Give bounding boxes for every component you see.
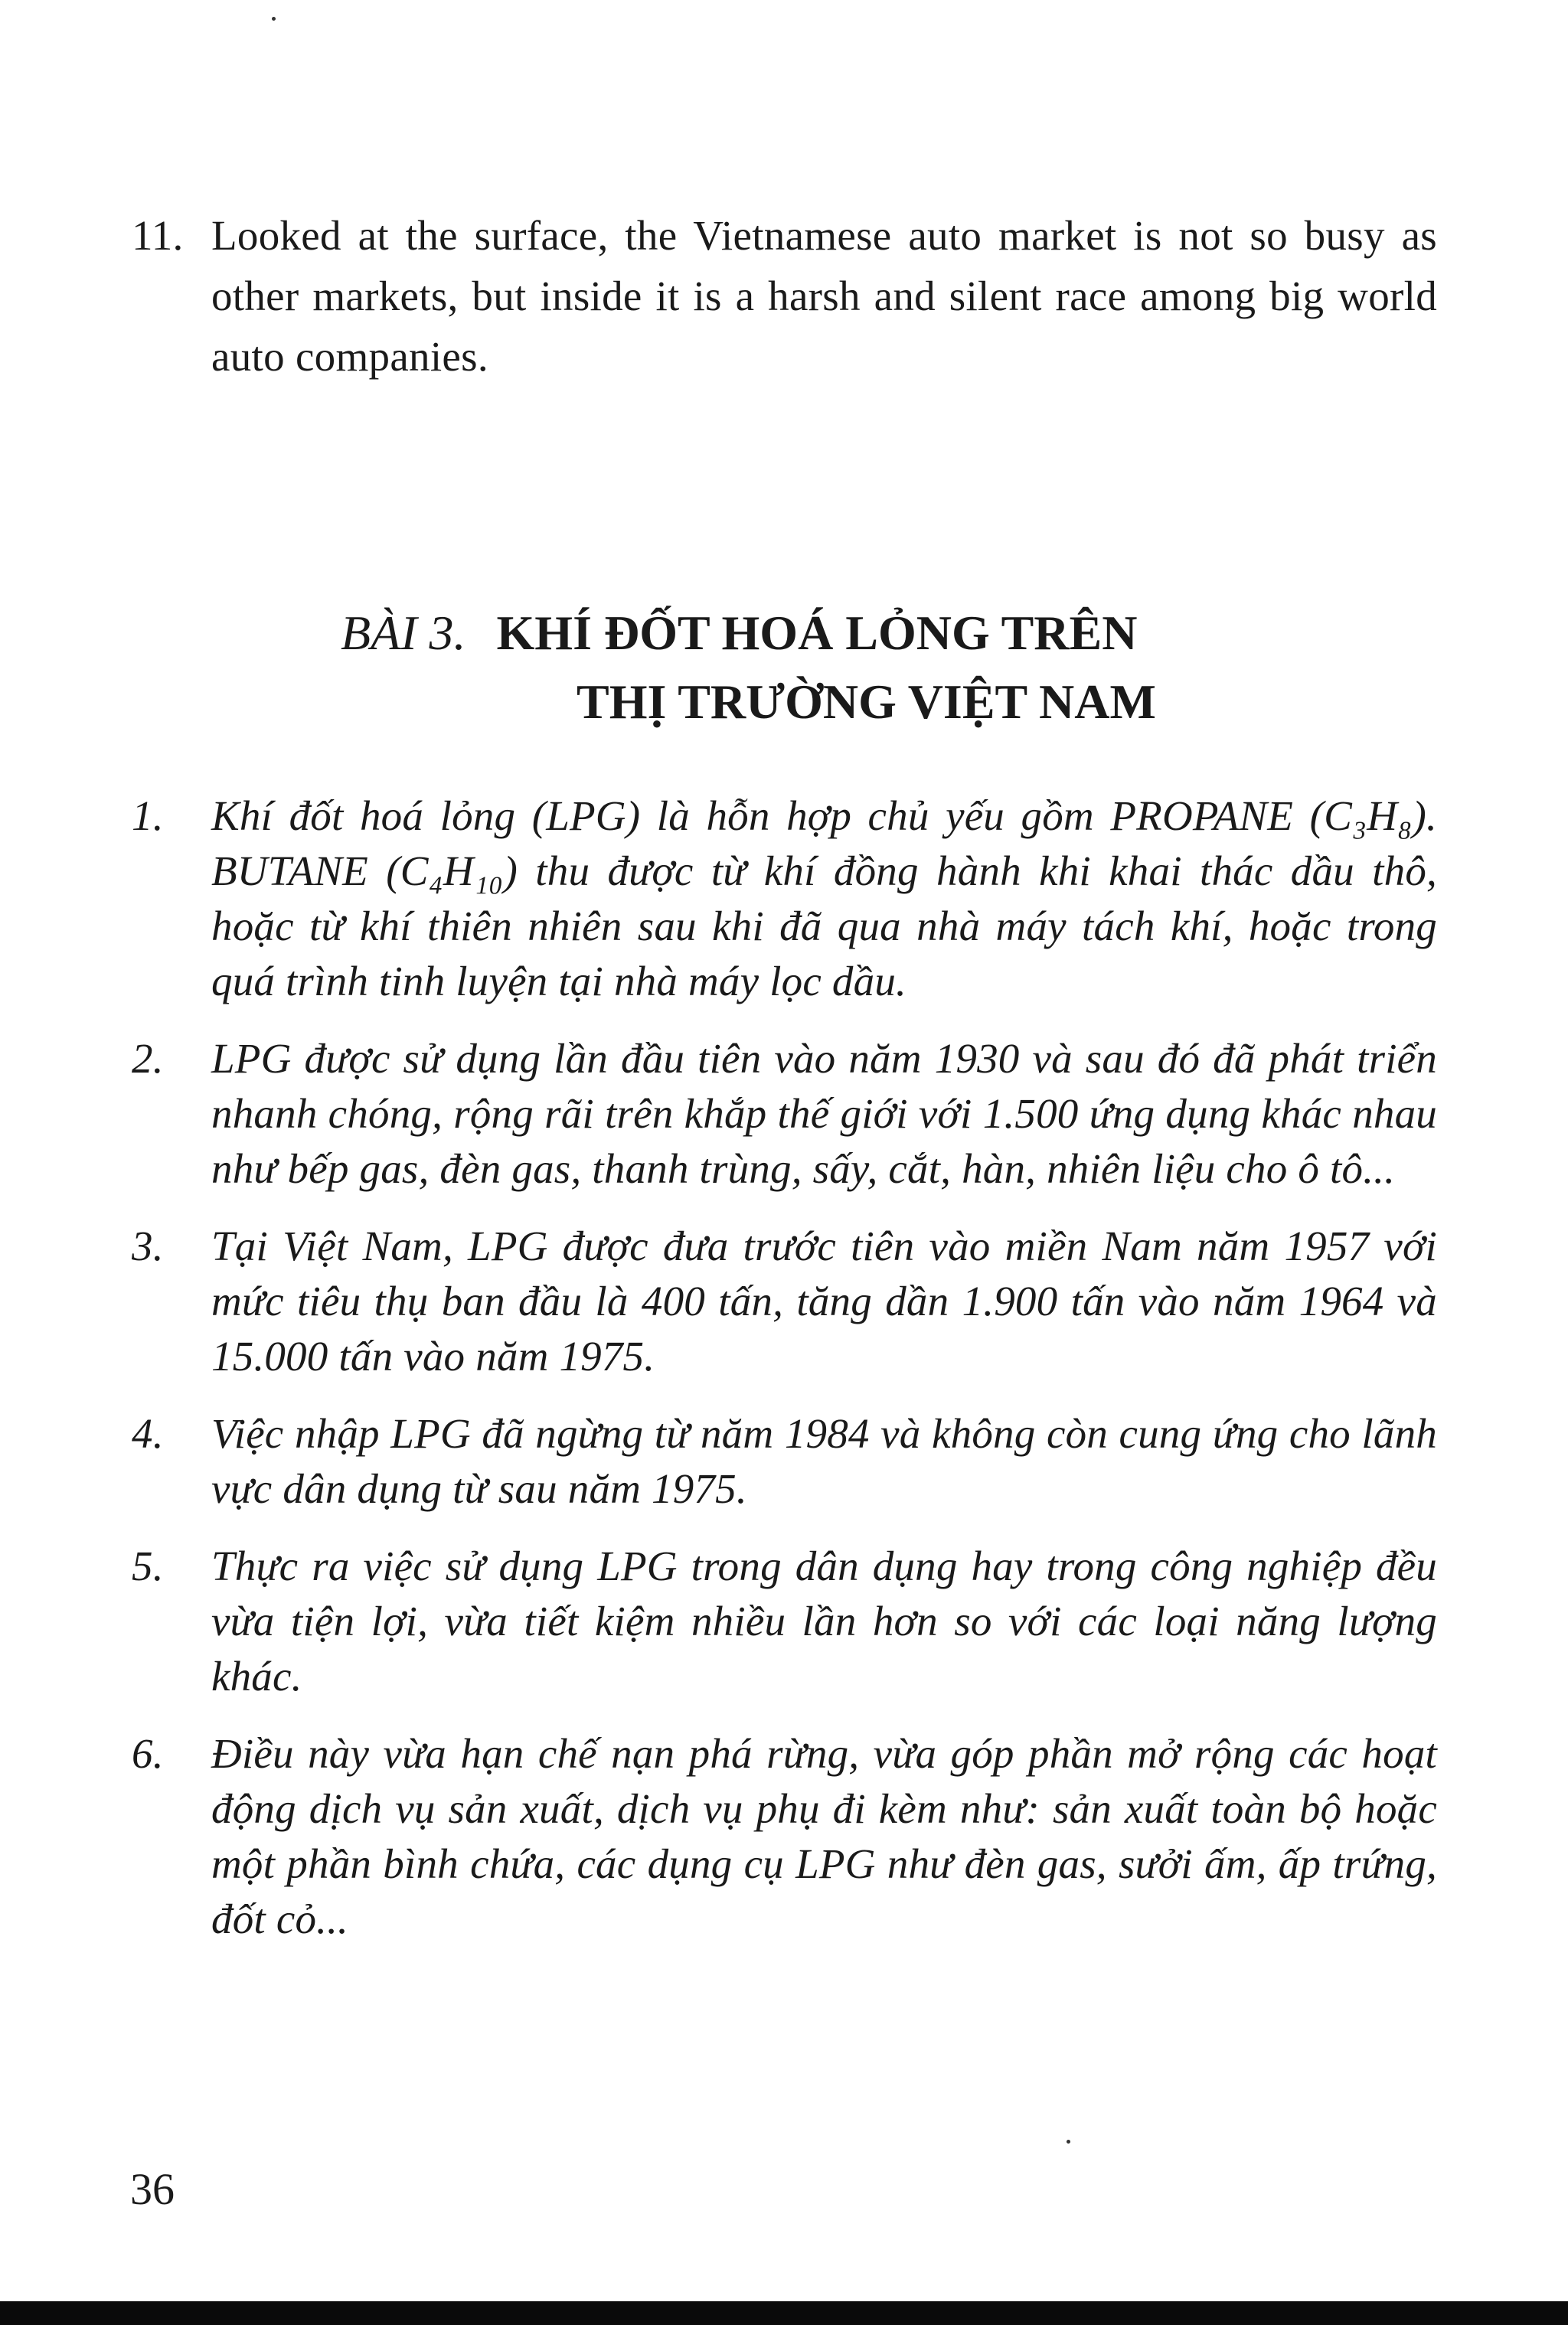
item-text: Tại Việt Nam, LPG được đưa trước tiên vào miền Nam năm 1957 với mức tiêu thụ ban đầu là 400 tấn, tăng dần 1.900 tấn vào năm 1964 và 15.000 tấn vào năm 1975. — [211, 1223, 1437, 1380]
list-item — [132, 789, 1437, 1009]
lesson-list — [132, 789, 1437, 1969]
list-item — [132, 1726, 1437, 1947]
list-item — [132, 1219, 1437, 1384]
heading-title-2: THỊ TRƯỜNG VIỆT NAM — [577, 674, 1156, 729]
item-number: 1. — [132, 792, 164, 839]
heading-title-1: KHÍ ĐỐT HOÁ LỎNG TRÊN — [496, 606, 1138, 660]
scan-edge-bar — [0, 2301, 1568, 2325]
lesson-label: BÀI 3. — [341, 606, 466, 660]
item-text: Looked at the surface, the Vietnamese auto market is not so busy as other markets, but inside it is a harsh and silent race among big world auto companies. — [211, 212, 1437, 380]
item-number: 3. — [132, 1223, 164, 1269]
item-number: 2. — [132, 1035, 164, 1082]
scan-speck — [1067, 2140, 1070, 2144]
heading-line-1 — [341, 599, 1413, 668]
item-text: Việc nhập LPG đã ngừng từ năm 1984 và không còn cung ứng cho lãnh vực dân dụng từ sau năm 1975. — [211, 1410, 1437, 1512]
scan-speck — [272, 17, 276, 21]
item-text: Khí đốt hoá lỏng (LPG) là hỗn hợp chủ yếu gồm PROPANE (C₃H₈). BUTANE (C₄H₁₀) thu được từ khí đồng hành khi khai thác dầu thô, hoặc từ khí thiên nhiên sau khi đã qua nhà máy tách khí, hoặc trong quá trình tinh luyện tại nhà máy lọc dầu. — [211, 792, 1437, 1004]
list-item — [132, 1406, 1437, 1517]
list-item — [132, 1031, 1437, 1197]
item-text: Thực ra việc sử dụng LPG trong dân dụng hay trong công nghiệp đều vừa tiện lợi, vừa tiết kiệm nhiều lần hơn so với các loại năng lượng khác. — [211, 1543, 1437, 1700]
item-number: 11. — [132, 212, 184, 259]
lesson-heading — [341, 599, 1413, 736]
item-number: 6. — [132, 1730, 164, 1777]
list-item — [132, 1539, 1437, 1704]
item-text: LPG được sử dụng lần đầu tiên vào năm 1930 và sau đó đã phát triển nhanh chóng, rộng rãi trên khắp thế giới với 1.500 ứng dụng khác nhau như bếp gas, đèn gas, thanh trùng, sấy, cắt, hàn, nhiên liệu cho ô tô... — [211, 1035, 1437, 1192]
item-number: 5. — [132, 1543, 164, 1589]
item-number: 4. — [132, 1410, 164, 1457]
page-number: 36 — [130, 2164, 175, 2214]
list-item-11 — [132, 205, 1437, 387]
item-text: Điều này vừa hạn chế nạn phá rừng, vừa góp phần mở rộng các hoạt động dịch vụ sản xuất, dịch vụ phụ đi kèm như: sản xuất toàn bộ hoặc một phần bình chứa, các dụng cụ LPG như đèn gas, sưởi ấm, ấp trứng, đốt cỏ... — [211, 1730, 1437, 1942]
